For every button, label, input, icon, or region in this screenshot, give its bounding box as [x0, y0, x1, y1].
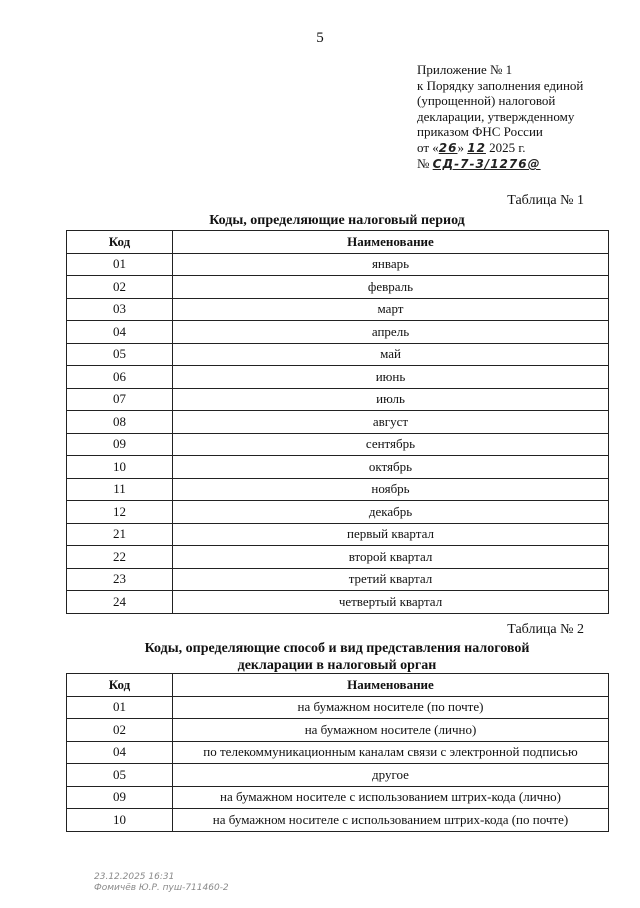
table-row [67, 433, 609, 456]
header-code: Код [67, 231, 173, 254]
table-row [67, 253, 609, 276]
table1-title: Коды, определяющие налоговый период [209, 213, 465, 228]
row-code: 10 [67, 809, 173, 832]
table-row [67, 411, 609, 434]
header-name: Наименование [173, 674, 609, 697]
table2-title-line1: Коды, определяющие способ и вид представления налоговой [144, 641, 530, 656]
row-code: 24 [67, 591, 173, 614]
row-name: ноябрь [173, 478, 609, 501]
appendix-line: приказом ФНС России [417, 124, 543, 139]
table-row [67, 719, 609, 742]
date-prefix: от « [417, 139, 439, 155]
number-prefix: № [417, 156, 433, 171]
appendix-line: Приложение № 1 [417, 62, 513, 77]
table-header-row [67, 674, 609, 697]
row-code: 21 [67, 523, 173, 546]
table-row [67, 786, 609, 809]
date-mid: » [457, 139, 468, 155]
row-name: апрель [173, 321, 609, 344]
row-name: январь [173, 253, 609, 276]
row-code: 23 [67, 568, 173, 591]
row-name: на бумажном носителе (по почте) [173, 696, 609, 719]
table2-caption: Таблица № 2 [507, 622, 584, 637]
date-year: 2025 г. [485, 139, 526, 155]
scan-stamp [94, 872, 229, 894]
row-name: четвертый квартал [173, 591, 609, 614]
row-code: 07 [67, 388, 173, 411]
table2-submission-methods [66, 673, 609, 832]
table-row [67, 343, 609, 366]
table-row [67, 764, 609, 787]
table-row [67, 696, 609, 719]
page-number: 5 [316, 30, 324, 46]
table2-title [66, 640, 608, 674]
appendix-line: (упрощенной) налоговой [417, 93, 556, 108]
table-row [67, 523, 609, 546]
header-name: Наименование [173, 231, 609, 254]
row-code: 09 [67, 433, 173, 456]
row-code: 03 [67, 298, 173, 321]
row-name: сентябрь [173, 433, 609, 456]
table-row [67, 546, 609, 569]
appendix-line: декларации, утвержденному [417, 108, 575, 124]
row-name: октябрь [173, 456, 609, 479]
row-name: на бумажном носителе с использованием штрих-кода (по почте) [173, 809, 609, 832]
table-row [67, 276, 609, 299]
order-number [417, 156, 617, 173]
appendix-line: к Порядку заполнения единой [417, 77, 584, 93]
row-code: 01 [67, 696, 173, 719]
row-code: 02 [67, 719, 173, 742]
appendix-block [417, 62, 617, 173]
table1-periods [66, 230, 609, 614]
row-code: 11 [67, 478, 173, 501]
row-code: 02 [67, 276, 173, 299]
table-row [67, 478, 609, 501]
row-name: июнь [173, 366, 609, 389]
row-code: 06 [67, 366, 173, 389]
row-name: декабрь [173, 501, 609, 524]
table-row [67, 741, 609, 764]
table1-caption: Таблица № 1 [507, 193, 584, 208]
row-code: 12 [67, 501, 173, 524]
row-code: 01 [67, 253, 173, 276]
table-row [67, 568, 609, 591]
row-name: на бумажном носителе с использованием штрих-кода (лично) [173, 786, 609, 809]
row-name: по телекоммуникационным каналам связи с электронной подписью [173, 741, 609, 764]
row-code: 05 [67, 343, 173, 366]
date-day: 26 [438, 140, 458, 155]
table2-body [67, 696, 609, 831]
row-code: 09 [67, 786, 173, 809]
row-code: 04 [67, 741, 173, 764]
row-code: 10 [67, 456, 173, 479]
scan-stamp-line: 23.12.2025 16:31 [94, 872, 175, 882]
row-code: 08 [67, 411, 173, 434]
table-row [67, 591, 609, 614]
row-name: на бумажном носителе (лично) [173, 719, 609, 742]
row-name: август [173, 411, 609, 434]
table2-title-line2: декларации в налоговый орган [237, 658, 437, 673]
row-name: второй квартал [173, 546, 609, 569]
row-code: 05 [67, 764, 173, 787]
table-row [67, 809, 609, 832]
table-row [67, 298, 609, 321]
row-name: май [173, 343, 609, 366]
order-date [417, 140, 617, 157]
table1-body [67, 253, 609, 613]
table-row [67, 366, 609, 389]
table-row [67, 501, 609, 524]
row-code: 22 [67, 546, 173, 569]
scan-stamp-line: Фомичёв Ю.Р. пуш-711460-2 [94, 883, 229, 893]
date-month: 12 [467, 140, 486, 155]
row-name: июль [173, 388, 609, 411]
table-row [67, 321, 609, 344]
table-row [67, 388, 609, 411]
table-header-row [67, 231, 609, 254]
row-name: март [173, 298, 609, 321]
row-name: февраль [173, 276, 609, 299]
row-code: 04 [67, 321, 173, 344]
row-name: другое [173, 764, 609, 787]
table-row [67, 456, 609, 479]
row-name: третий квартал [173, 568, 609, 591]
header-code: Код [67, 674, 173, 697]
order-number-value: СД-7-3/1276@ [432, 157, 541, 171]
row-name: первый квартал [173, 523, 609, 546]
